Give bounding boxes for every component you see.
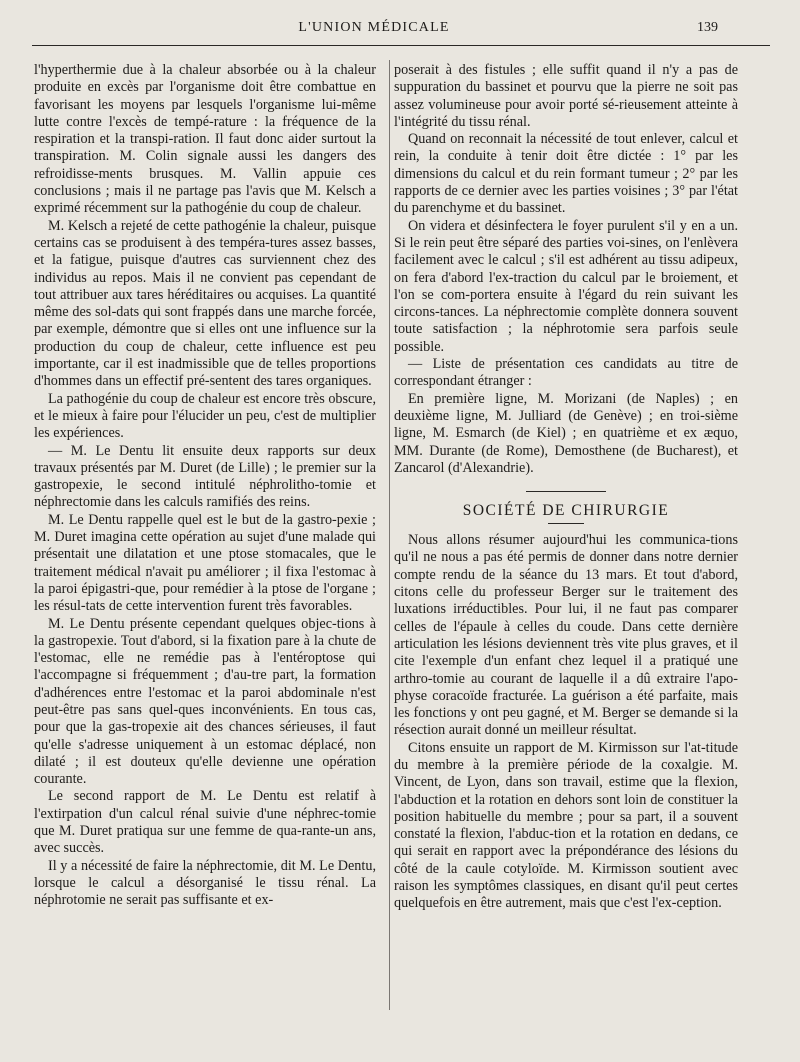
header-rule [32, 45, 770, 46]
paragraph: Citons ensuite un rapport de M. Kirmisson sur l'at-titude du membre à la première période de la coxalgie. M. Vincent, de Lyon, dans son travail, estime que la flexion, l'abduction et la rotation en dehors sont loin de constituer la position habituelle du membre ; pour sa part, il a souvent constaté la flexion, l'abduc-tion et la rotation en dedans, ce qui serait en rapport avec la prépondérance des lésions du côté de la caule cotyloïde. M. Kirmisson soutient avec raison les symptômes classiques, en disant qu'il peut certes quelquefois en être autrement, mais que c'est l'ex-ception. [394, 739, 738, 912]
paragraph: On videra et désinfectera le foyer purulent s'il y en a un. Si le rein peut être séparé des parties voi-sines, on l'enlèvera facilement avec le calcul ; s'il est adhérent au tissu adipeux, on fera d'abord l'ex-traction du calcul par le broiement, et l'on se com-portera ensuite à l'égard du rein suivant les circons-tances. La néphrectomie complète donnera souvent toute satisfaction ; la néphrotomie sera parfois seule possible. [394, 217, 738, 355]
paragraph: poserait à des fistules ; elle suffit quand il n'y a pas de suppuration du bassinet et pourvu que la pierre ne soit pas assez volumineuse pour avoir porté sé-rieusement atteinte à l'intégrité du tissu rénal. [394, 62, 738, 130]
paragraph: — M. Le Dentu lit ensuite deux rapports sur deux travaux présentés par M. Duret (de Lille) ; le premier sur la gastropexie, le second intitulé néphrolitho-tomie et néphrectomie dans les calculs ramifiés des reins. [34, 442, 376, 511]
paragraph: La pathogénie du coup de chaleur est encore très obscure, et le mieux à faire pour l'élucider un peu, c'est de multiplier les expériences. [34, 390, 376, 442]
paragraph: En première ligne, M. Morizani (de Naples) ; en deuxième ligne, M. Julliard (de Genève) ; en troi-sième ligne, M. Esmarch (de Kiel) ; en quatrième et ex æquo, MM. Durante (de Rome), Demosthene (de Bucharest), et Zancarol (d'Alexandrie). [394, 390, 738, 476]
paragraph: Quand on reconnait la nécessité de tout enlever, calcul et rein, la conduite à tenir doit être dictée : 1° par les dimensions du calcul et du rein formant tumeur ; 2° par les rapports de ce dernier avec les parties voisines ; 3° par l'état du parenchyme et du bassinet. [394, 131, 738, 217]
page-number: 139 [697, 20, 718, 35]
paragraph: M. Kelsch a rejeté de cette pathogénie la chaleur, puisque certains cas se produisent à des tempéra-tures assez basses, et la fatigue, puisque d'autres cas surviennent chez des individus au repos. Mais il ne convient pas cependant de tout attribuer aux tares héréditaires ou acquises. La quantité même des sol-dats qui sont frappés dans une marche forcée, par exemple, démontre que si elles ont une influence sur la production du coup de chaleur, cette influence est peu importante, car il est inadmissible que de telles proportions d'hommes dans un effectif pré-sentent des tares organiques. [34, 217, 376, 390]
running-head [30, 20, 718, 38]
column-divider [389, 60, 390, 1010]
section-separator [526, 491, 606, 492]
heading-underline [548, 523, 584, 524]
right-column [394, 62, 738, 913]
paragraph: Il y a nécessité de faire la néphrectomie, dit M. Le Dentu, lorsque le calcul a désorganisé le tissu rénal. La néphrotomie ne serait pas suffisante et ex- [34, 857, 376, 909]
paragraph: Le second rapport de M. Le Dentu est relatif à l'extirpation d'un calcul rénal suivie d'une néphrec-tomie que M. Duret pratiqua sur une femme de qua-rante-un ans, avec succès. [34, 788, 376, 857]
paragraph: M. Le Dentu présente cependant quelques objec-tions à la gastropexie. Tout d'abord, si la fixation pare à la chute de l'estomac, elle ne remédie pas à l'entéroptose qui l'accompagne si fréquemment ; d'au-tre part, la formation d'adhérences entre l'estomac et la paroi abdominale n'est peut-être pas sans quel-ques inconvénients. En tous cas, pour que la gas-tropexie ait des chances sérieuses, il faut qu'elle s'adresse uniquement à un estomac déplacé, non dilaté ; il est douteux qu'elle devienne une opération courante. [34, 615, 376, 788]
journal-title: L'UNION MÉDICALE [298, 20, 450, 35]
section-heading: SOCIÉTÉ DE CHIRURGIE [462, 502, 670, 520]
left-column [34, 62, 376, 910]
paragraph: — Liste de présentation ces candidats au titre de correspondant étranger : [394, 356, 738, 390]
paragraph: l'hyperthermie due à la chaleur absorbée ou à la chaleur produite en excès par l'organisme doit être combattue en favorisant les moyens par lesquels l'organisme lui-même lutte contre l'excès de tempé-rature : la fréquence de la respiration et la transpi-ration. Il faut donc aider surtout la transpiration. M. Colin signale aussi les dangers des refroidisse-ments brusques. M. Vallin appuie ces conclusions ; mais il ne partage pas l'avis que M. Kelsch a exprimé récemment sur la pathogénie du coup de chaleur. [34, 62, 376, 217]
paragraph: Nous allons résumer aujourd'hui les communica-tions qu'il ne nous a pas été permis de donner dans notre dernier compte rendu de la séance du 13 mars. Et tout d'abord, citons celle du professeur Berger sur le traitement des luxations irréductibles. Pour lui, il ne faut pas comparer celles de l'épaule à celles du coude. Dans cette dernière articulation les lésions deviennent très vite plus graves, et il cite l'exemple d'un enfant chez lequel il a pratiqué une arthro-tomie au courant de laquelle il a dû extraire l'apo-physe coracoïde fracturée. La guérison a été parfaite, mais les fonctions y ont peu gagné, et M. Berger se demande si la résection aurait donné un meilleur résultat. [394, 532, 738, 739]
paragraph: M. Le Dentu rappelle quel est le but de la gastro-pexie ; M. Duret imagina cette opération au sujet d'une malade qui présentait une dilatation et une ptose stomacales, que le traitement médical n'avait pu améliorer ; il fixa l'estomac à la paroi épigastri-que, pour remédier à la ptose de l'organe ; les résul-tats de cette intervention furent très favorables. [34, 511, 376, 615]
